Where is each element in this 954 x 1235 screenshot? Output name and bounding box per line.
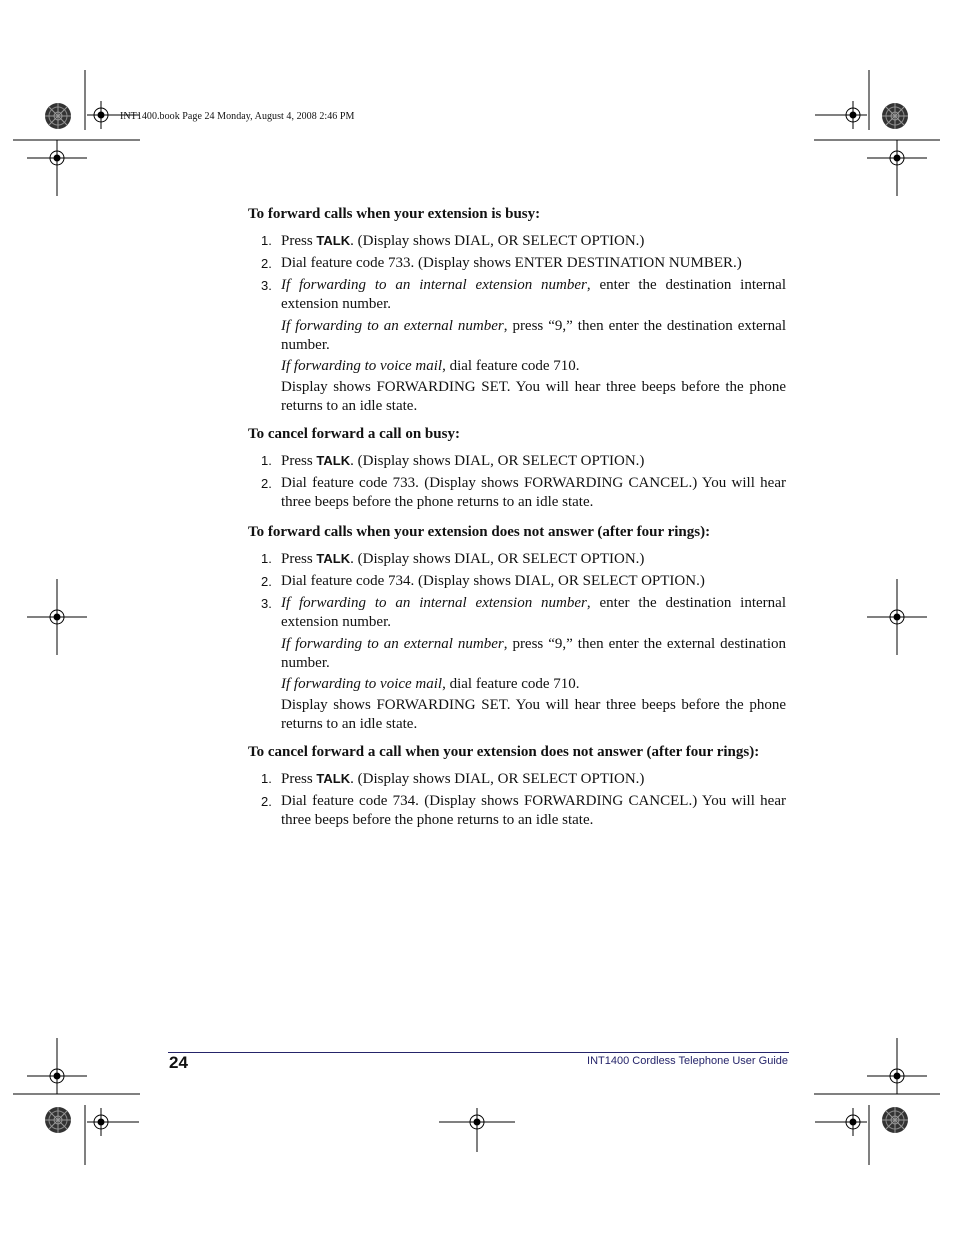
step-number: 1. xyxy=(261,233,272,248)
step-italic: If forwarding to an external number xyxy=(281,318,504,334)
step-item xyxy=(248,231,786,251)
talk-key-label: TALK xyxy=(316,771,351,786)
section-forward-no-answer xyxy=(248,523,786,734)
step-paragraph xyxy=(248,357,786,376)
step-item xyxy=(248,451,786,471)
step-text: . (Display shows DIAL, OR SELECT OPTION.) xyxy=(350,771,645,787)
step-text: Display shows FORWARDING SET. You will hear three beeps before the phone returns to an idle state. xyxy=(281,379,786,414)
step-text: Dial feature code 733. (Display shows ENTER DESTINATION NUMBER.) xyxy=(281,255,742,271)
book-info-header: INT1400.book Page 24 Monday, August 4, 2008 2:46 PM xyxy=(120,111,355,122)
step-number: 3. xyxy=(261,278,272,293)
step-paragraph xyxy=(248,635,786,673)
step-text: Press xyxy=(281,453,317,469)
step-number: 1. xyxy=(261,551,272,566)
step-item xyxy=(248,572,786,591)
step-text: Dial feature code 734. (Display shows FORWARDING CANCEL.) You will hear three beeps before the phone returns to an idle state. xyxy=(281,793,786,828)
step-item xyxy=(248,594,786,632)
step-italic: If forwarding to voice mail xyxy=(281,676,443,692)
section-cancel-busy xyxy=(248,425,786,512)
step-text: Press xyxy=(281,551,317,567)
step-text: , enter the destination internal extension number. xyxy=(281,595,786,630)
talk-key-label: TALK xyxy=(316,233,351,248)
step-text: . (Display shows DIAL, OR SELECT OPTION.) xyxy=(350,551,645,567)
step-item xyxy=(248,254,786,273)
section-cancel-no-answer xyxy=(248,743,786,830)
step-paragraph xyxy=(248,696,786,734)
talk-key-label: TALK xyxy=(316,453,351,468)
step-number: 1. xyxy=(261,771,272,786)
step-item xyxy=(248,792,786,830)
footer-rule xyxy=(168,1052,789,1053)
step-item xyxy=(248,474,786,512)
step-italic: If forwarding to an internal extension number xyxy=(281,277,587,293)
step-paragraph xyxy=(248,378,786,416)
step-item xyxy=(248,769,786,789)
section-heading: To forward calls when your extension does not answer (after four rings): xyxy=(248,524,711,540)
section-heading: To forward calls when your extension is busy: xyxy=(248,206,541,222)
step-text: Dial feature code 733. (Display shows FORWARDING CANCEL.) You will hear three beeps before the phone returns to an idle state. xyxy=(281,475,786,510)
talk-key-label: TALK xyxy=(316,551,351,566)
step-paragraph xyxy=(248,317,786,355)
step-text: , press “9,” then enter the external destination number. xyxy=(281,636,787,671)
step-item xyxy=(248,276,786,314)
step-text: , dial feature code 710. xyxy=(442,676,580,692)
step-text: . (Display shows DIAL, OR SELECT OPTION.) xyxy=(350,233,645,249)
step-italic: If forwarding to an internal extension number xyxy=(281,595,587,611)
step-number: 2. xyxy=(261,476,272,491)
step-text: Dial feature code 734. (Display shows DIAL, OR SELECT OPTION.) xyxy=(281,573,705,589)
step-text: Press xyxy=(281,771,317,787)
step-number: 2. xyxy=(261,256,272,271)
step-text: Display shows FORWARDING SET. You will hear three beeps before the phone returns to an idle state. xyxy=(281,697,786,732)
step-text: , press “9,” then enter the destination external number. xyxy=(281,318,787,353)
step-number: 1. xyxy=(261,453,272,468)
page-number: 24 xyxy=(169,1053,188,1072)
step-text: , dial feature code 710. xyxy=(442,358,580,374)
step-paragraph xyxy=(248,675,786,694)
step-italic: If forwarding to voice mail xyxy=(281,358,443,374)
step-italic: If forwarding to an external number xyxy=(281,636,504,652)
step-item xyxy=(248,549,786,569)
step-text: Press xyxy=(281,233,317,249)
step-number: 2. xyxy=(261,574,272,589)
step-text: , enter the destination internal extension number. xyxy=(281,277,786,312)
step-number: 2. xyxy=(261,794,272,809)
section-heading: To cancel forward a call on busy: xyxy=(248,426,460,442)
section-heading: To cancel forward a call when your extension does not answer (after four rings): xyxy=(248,744,760,760)
step-number: 3. xyxy=(261,596,272,611)
footer-title: INT1400 Cordless Telephone User Guide xyxy=(587,1055,788,1067)
section-forward-busy xyxy=(248,205,786,416)
step-text: . (Display shows DIAL, OR SELECT OPTION.) xyxy=(350,453,645,469)
main-content xyxy=(248,205,786,833)
